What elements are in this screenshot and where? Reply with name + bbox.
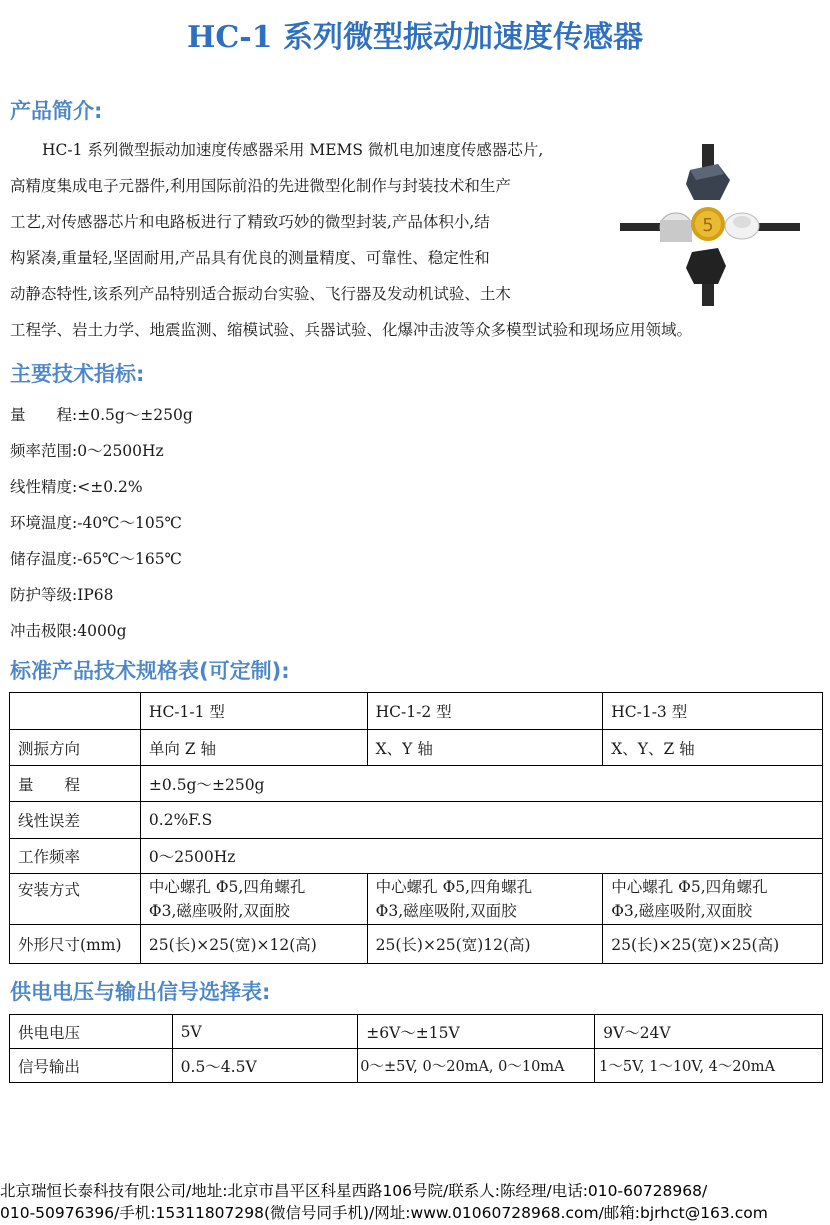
power-table-heading: 供电电压与输出信号选择表: (10, 980, 271, 1004)
table-cell (367, 874, 603, 925)
coin-number: 5 (702, 215, 714, 236)
table-cell: HC-1-2 型 (367, 693, 603, 730)
footer-contact (0, 1180, 830, 1224)
table-cell: 线性误差 (10, 802, 141, 839)
table-row (10, 766, 823, 802)
table-cell: 供电电压 (10, 1015, 173, 1049)
table-cell: 测振方向 (10, 730, 141, 766)
intro-line: 工程学、岩土力学、地震监测、缩模试验、兵器试验、化爆冲击波等众多模型试验和现场应用领域。 (10, 321, 693, 339)
intro-paragraph (10, 132, 693, 348)
page-title: HC-1 系列微型振动加速度传感器 (187, 20, 643, 55)
mount-line: Φ3,磁座吸附,双面胶 (611, 902, 753, 920)
table-cell: 外形尺寸(mm) (10, 925, 141, 964)
spec-item: 线性精度:<±0.2% (10, 478, 143, 496)
specs-heading: 主要技术指标: (10, 362, 145, 386)
product-photo (620, 144, 800, 306)
table-row (10, 802, 823, 839)
spec-item: 频率范围:0～2500Hz (10, 442, 164, 460)
table-cell: 0.2%F.S (140, 802, 822, 839)
table-cell: 单向 Z 轴 (140, 730, 367, 766)
footer-line: 010-50976396/手机:15311807298(微信号同手机)/网址:www.01060728968.com/邮箱:bjrhct@163.com (0, 1204, 768, 1222)
footer-line: 北京瑞恒长泰科技有限公司/地址:北京市昌平区科星西路106号院/联系人:陈经理/电话:010-60728968/ (0, 1182, 708, 1200)
intro-line: 构紧凑,重量轻,坚固耐用,产品具有优良的测量精度、可靠性、稳定性和 (10, 249, 490, 267)
table-row (10, 693, 823, 730)
table-cell: ±0.5g～±250g (140, 766, 822, 802)
table-cell: 25(长)×25(宽)×25(高) (603, 925, 823, 964)
table-cell: 0.5～4.5V (172, 1049, 358, 1083)
table-row (10, 839, 823, 874)
intro-line: 高精度集成电子元器件,利用国际前沿的先进微型化制作与封装技术和生产 (10, 177, 511, 195)
spec-item: 量 程:±0.5g～±250g (10, 406, 193, 424)
table-cell: 5V (172, 1015, 358, 1049)
table-cell: X、Y 轴 (367, 730, 603, 766)
table-cell: HC-1-3 型 (603, 693, 823, 730)
table-row (10, 1049, 823, 1083)
spec-item: 冲击极限:4000g (10, 622, 127, 640)
power-table (9, 1014, 823, 1083)
table-row (10, 1015, 823, 1049)
table-row (10, 874, 823, 925)
table-cell: 25(长)×25(宽)×12(高) (140, 925, 367, 964)
table-cell: 9V～24V (595, 1015, 823, 1049)
table-cell: 0～±5V, 0～20mA, 0～10mA (358, 1049, 595, 1083)
table-cell: 信号输出 (10, 1049, 173, 1083)
intro-line: 工艺,对传感器芯片和电路板进行了精致巧妙的微型封装,产品体积小,结 (10, 213, 490, 231)
spec-table (9, 692, 823, 964)
table-cell: HC-1-1 型 (140, 693, 367, 730)
table-cell: 量 程 (10, 766, 141, 802)
mount-line: Φ3,磁座吸附,双面胶 (375, 902, 517, 920)
mount-line: 中心螺孔 Φ5,四角螺孔 (148, 878, 306, 896)
table-cell (603, 874, 823, 925)
table-cell: X、Y、Z 轴 (603, 730, 823, 766)
spec-item: 环境温度:-40℃～105℃ (10, 514, 182, 532)
intro-heading: 产品简介: (10, 99, 103, 123)
table-row (10, 730, 823, 766)
mount-line: 中心螺孔 Φ5,四角螺孔 (611, 878, 768, 896)
spec-item: 储存温度:-65℃～165℃ (10, 550, 182, 568)
table-cell: 工作频率 (10, 839, 141, 874)
intro-line: HC-1 系列微型振动加速度传感器采用 MEMS 微机电加速度传感器芯片, (42, 141, 544, 159)
table-row (10, 925, 823, 964)
intro-line: 动静态特性,该系列产品特别适合振动台实验、飞行器及发动机试验、土木 (10, 285, 511, 303)
table-cell: 0～2500Hz (140, 839, 822, 874)
table-cell: ±6V～±15V (358, 1015, 595, 1049)
mount-line: Φ3,磁座吸附,双面胶 (148, 902, 290, 920)
spec-table-heading: 标准产品技术规格表(可定制): (10, 659, 290, 683)
table-cell (10, 693, 141, 730)
table-cell: 25(长)×25(宽)12(高) (367, 925, 603, 964)
table-cell: 安装方式 (10, 874, 141, 925)
spec-item: 防护等级:IP68 (10, 586, 114, 604)
mount-line: 中心螺孔 Φ5,四角螺孔 (375, 878, 533, 896)
table-cell: 1～5V, 1～10V, 4～20mA (595, 1049, 823, 1083)
table-cell (140, 874, 367, 925)
